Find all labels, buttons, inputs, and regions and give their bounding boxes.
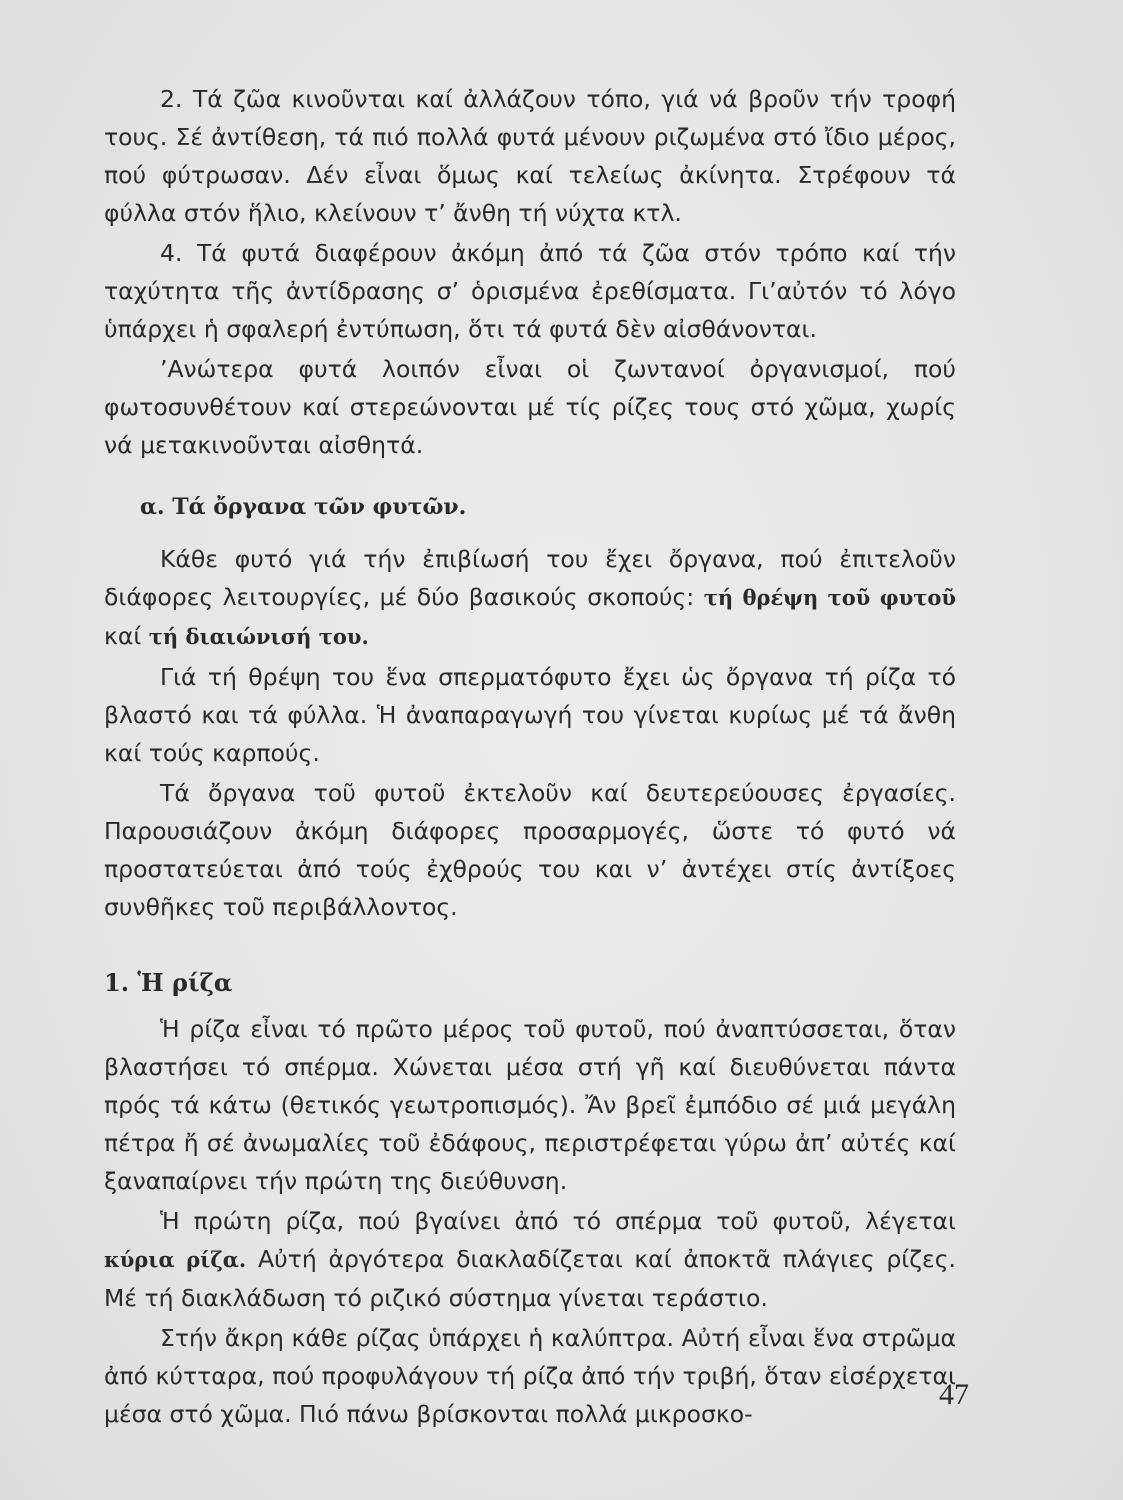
main-root-text-end: Αὐτή ἀργότερα διακλαδίζεται καί ἀποκτᾶ πλάγιες ρίζες. Μέ τή διακλάδωση τό ριζικό σύστημα γίνεται τεράστιο.: [104, 1245, 956, 1312]
bold-main-root: κύρια ρίζα.: [104, 1247, 247, 1272]
section-heading-root: 1. Ἡ ρίζα: [104, 968, 233, 997]
main-root-text-start: Ἡ πρώτη ρίζα, πού βγαίνει ἀπό τό σπέρμα τοῦ φυτοῦ, λέγεται: [160, 1207, 956, 1235]
organs-purpose-text: Κάθε φυτό γιά τήν ἐπιβίωσή του ἔχει ὄργανα, πού ἐπιτελοῦν διάφορες λειτουργίες, μέ δύο βασικούς σκοπούς:: [104, 545, 956, 611]
paragraph-organs-secondary: Τά ὄργανα τοῦ φυτοῦ ἐκτελοῦν καί δευτερεύουσες ἐργασίες. Παρουσιάζουν ἀκόμη διάφορες προσαρμογές, ὥστε τό φυτό νά προστατεύεται ἀπό τούς ἐχθρούς του και ν’ ἀντέχει στίς ἀντίξοες συνθῆκες τοῦ περιβάλλοντος.: [104, 779, 956, 921]
bold-perpetuation: τή διαιώνισή του.: [148, 624, 369, 649]
paragraph-main-root: [104, 1202, 956, 1317]
page-content: [104, 80, 956, 1433]
paragraph-root-cap: Στήν ἄκρη κάθε ρίζας ὑπάρχει ἡ καλύπτρα. Αὐτή εἶναι ἕνα στρῶμα ἀπό κύτταρα, πού προφυλάγουν τή ρίζα ἀπό τήν τριβή, ὅταν εἰσέρχεται μέσα στό χῶμα. Πιό πάνω βρίσκονται πολλά μικροσκο-: [104, 1324, 956, 1428]
page-number: 47: [939, 1378, 969, 1411]
paragraph-definition: ’Ανώτερα φυτά λοιπόν εἶναι οἱ ζωντανοί ὀργανισμοί, πού φωτοσυνθέτουν καί στερεώνονται μέ τίς ρίζες τους στό χῶμα, χωρίς νά μετακινοῦνται αἰσθητά.: [104, 355, 956, 459]
paragraph-reaction: 4. Τά φυτά διαφέρουν ἀκόμη ἀπό τά ζῶα στόν τρόπο καί τήν ταχύτητα τῆς ἀντίδρασης σ’ ὁρισμένα ἐρεθίσματα. Γι’αὐτόν τό λόγο ὑπάρχει ἡ σφαλερή ἐντύπωση, ὅτι τά φυτά δὲν αἰσθάνονται.: [104, 239, 956, 343]
section-heading-organs: α. Τά ὄργανα τῶν φυτῶν.: [140, 494, 467, 520]
bold-nutrition: τή θρέψη τοῦ φυτοῦ: [703, 585, 956, 610]
paragraph-movement: 2. Τά ζῶα κινοῦνται καί ἀλλάζουν τόπο, γιά νά βροῦν τήν τροφή τους. Σέ ἀντίθεση, τά πιό πολλά φυτά μένουν ριζωμένα στό ἴδιο μέρος, πού φύτρωσαν. Δέν εἶναι ὅμως καί τελείως ἀκίνητα. Στρέφουν τά φύλλα στόν ἥλιο, κλείνουν τ’ ἄνθη τή νύχτα κτλ.: [104, 85, 956, 227]
paragraph-organs-nutrition: Γιά τή θρέψη του ἕνα σπερματόφυτο ἔχει ὡς ὄργανα τή ρίζα τό βλαστό και τά φύλλα. Ἡ ἀναπαραγωγή του γίνεται κυρίως μέ τά ἄνθη καί τούς καρπούς.: [104, 663, 956, 767]
paragraph-organs-purpose: [104, 540, 956, 656]
paragraph-root-growth: Ἡ ρίζα εἶναι τό πρῶτο μέρος τοῦ φυτοῦ, πού ἀναπτύσσεται, ὅταν βλαστήσει τό σπέρμα. Χώνεται μέσα στή γῆ καί διευθύνεται πάντα πρός τά κάτω (θετικός γεωτροπισμός). Ἄν βρεῖ ἐμπόδιο σέ μιά μεγάλη πέτρα ἤ σέ ἀνωμαλίες τοῦ ἐδάφους, περιστρέφεται γύρω ἀπ’ αὐτές καί ξαναπαίρνει τήν πρώτη της διεύθυνση.: [104, 1015, 956, 1195]
organs-purpose-conjunction: καί: [104, 622, 149, 650]
